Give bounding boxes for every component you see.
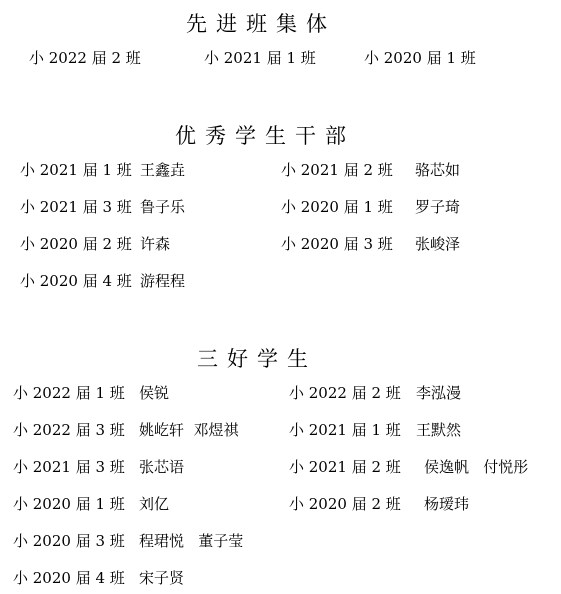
leader-names: 许森: [140, 235, 171, 253]
merit-names: 王默然: [416, 421, 462, 439]
merit-class: 小 2022 届 3 班: [13, 421, 125, 439]
leader-class: 小 2020 届 1 班: [281, 198, 393, 216]
advanced-class-item: 小 2021 届 1 班: [204, 49, 316, 67]
merit-class: 小 2021 届 3 班: [13, 458, 125, 476]
leader-class: 小 2021 届 1 班: [20, 161, 132, 179]
leader-class: 小 2020 届 4 班: [20, 272, 132, 290]
section-title-student-leaders: 优秀学生干部: [175, 124, 355, 148]
leader-class: 小 2020 届 2 班: [20, 235, 132, 253]
merit-class: 小 2021 届 1 班: [289, 421, 401, 439]
leader-names: 游程程: [140, 272, 186, 290]
merit-class: 小 2022 届 1 班: [13, 384, 125, 402]
leader-class: 小 2020 届 3 班: [281, 235, 393, 253]
merit-class: 小 2020 届 1 班: [13, 495, 125, 513]
merit-names: 刘亿: [139, 495, 170, 513]
merit-names: 侯锐: [139, 384, 170, 402]
merit-class: 小 2022 届 2 班: [289, 384, 401, 402]
advanced-class-item: 小 2022 届 2 班: [29, 49, 141, 67]
leader-class: 小 2021 届 2 班: [281, 161, 393, 179]
merit-class: 小 2021 届 2 班: [289, 458, 401, 476]
section-title-advanced-class: 先进班集体: [186, 12, 336, 36]
leader-names: 王鑫垚: [140, 161, 186, 179]
merit-names: 杨瑷玮: [424, 495, 470, 513]
merit-names: 姚屹轩 邓煜祺: [139, 421, 239, 439]
leader-names: 鲁子乐: [140, 198, 186, 216]
merit-class: 小 2020 届 4 班: [13, 569, 125, 587]
section-title-merit-students: 三好学生: [197, 347, 317, 371]
merit-names: 宋子贤: [139, 569, 185, 587]
leader-names: 骆芯如: [415, 161, 461, 179]
merit-names: 张芯语: [139, 458, 185, 476]
merit-names: 侯逸帆 付悦彤: [424, 458, 529, 476]
merit-class: 小 2020 届 3 班: [13, 532, 125, 550]
leader-class: 小 2021 届 3 班: [20, 198, 132, 216]
leader-names: 罗子琦: [415, 198, 461, 216]
merit-names: 李泓漫: [416, 384, 462, 402]
leader-names: 张峻泽: [415, 235, 461, 253]
merit-class: 小 2020 届 2 班: [289, 495, 401, 513]
advanced-class-item: 小 2020 届 1 班: [364, 49, 476, 67]
merit-names: 程珺悦 董子莹: [139, 532, 244, 550]
